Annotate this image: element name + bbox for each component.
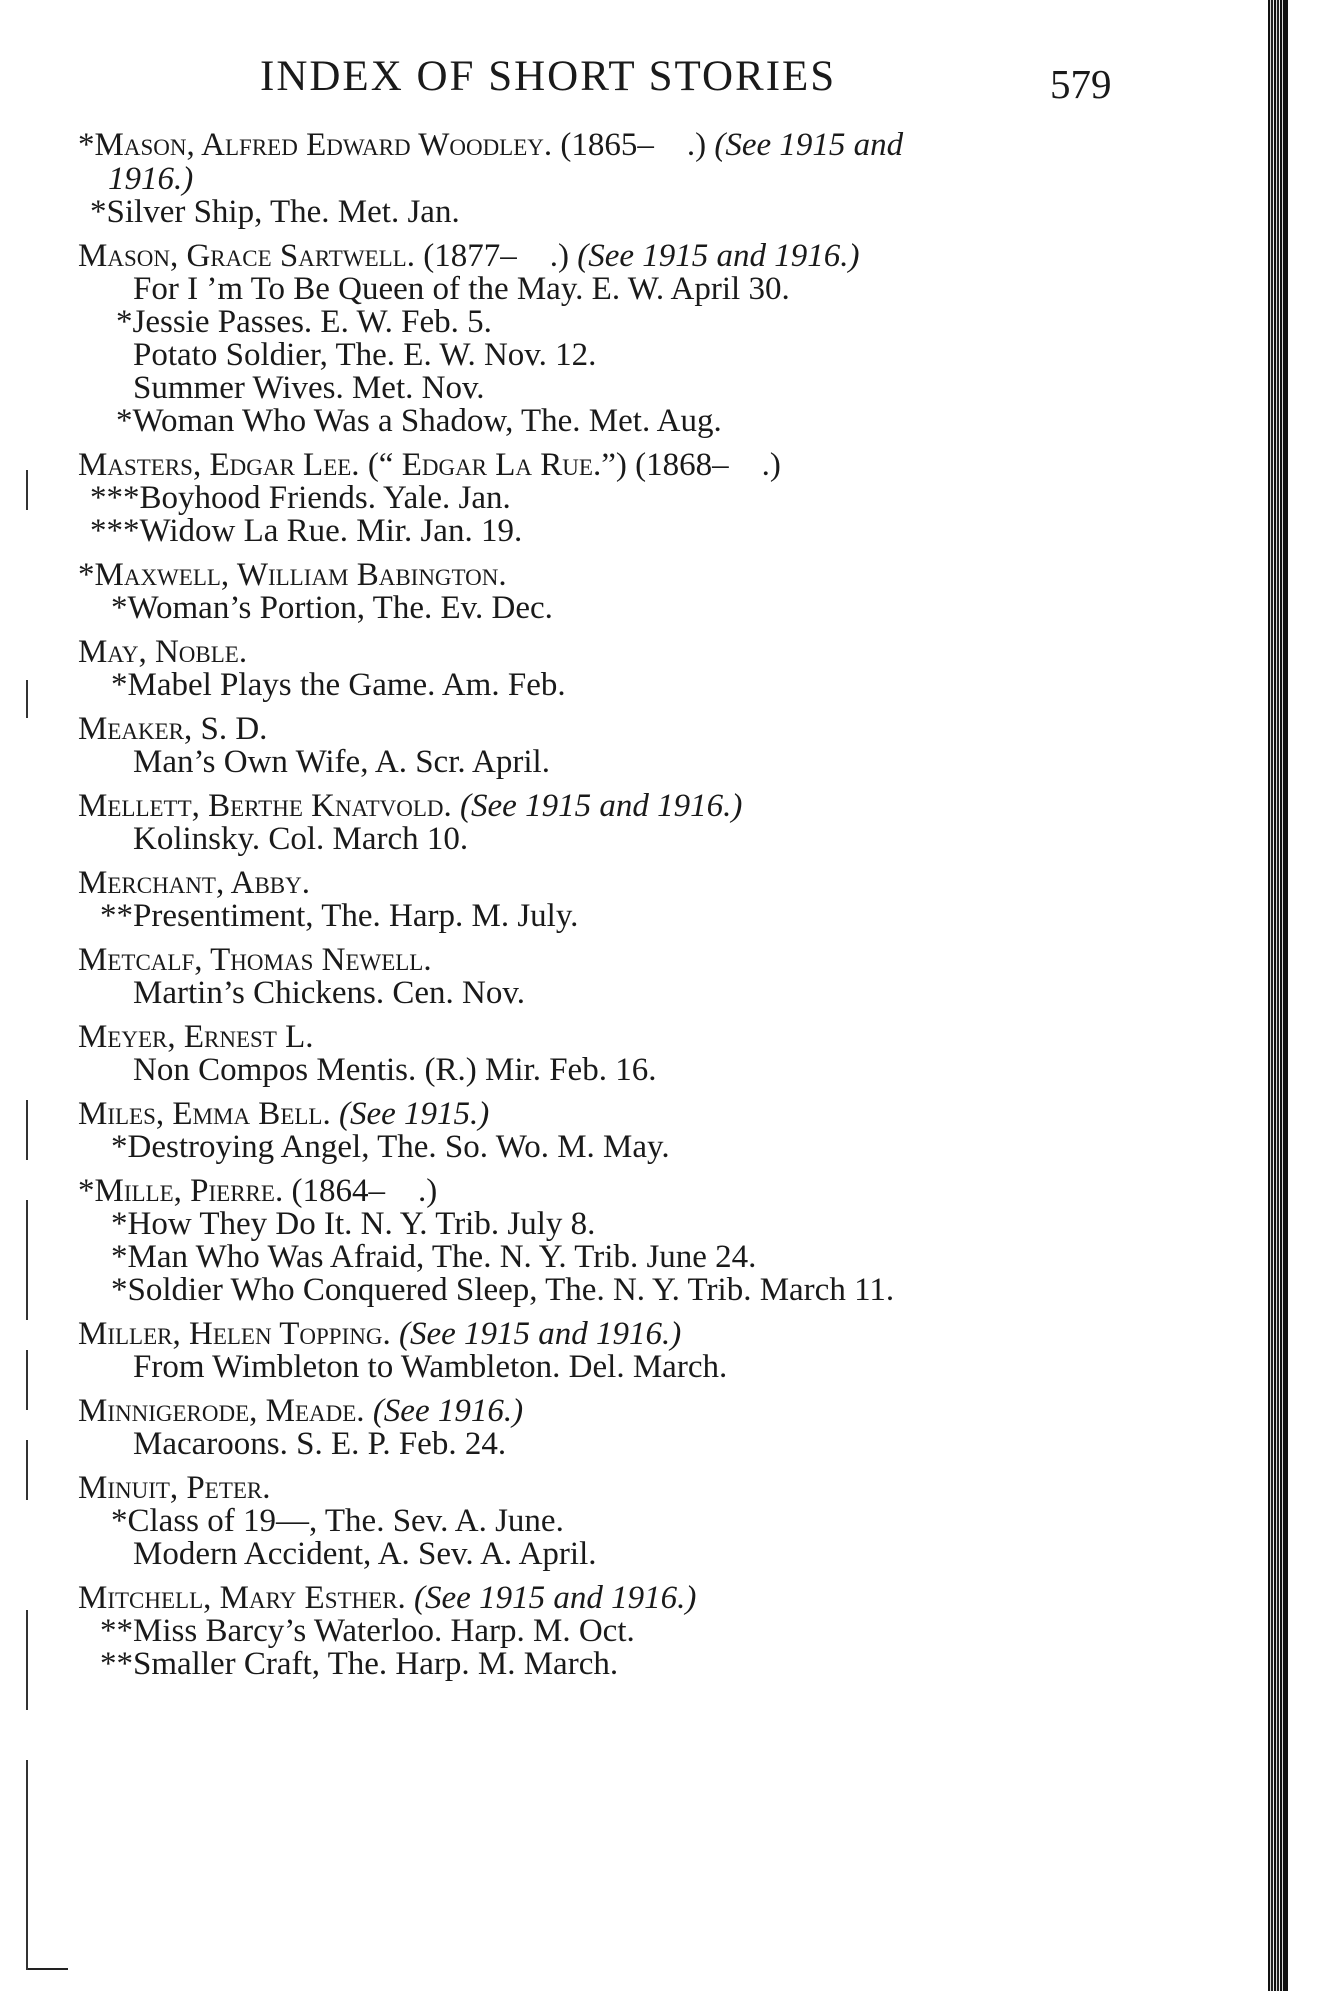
author-line	[78, 1581, 1128, 1615]
author-name: Merchant, Abby.	[78, 865, 311, 901]
margin-mark	[26, 680, 28, 718]
story-line: *Soldier Who Conquered Sleep, The. N. Y. Trib. March 11.	[111, 1272, 895, 1308]
author-name: May, Noble.	[78, 634, 248, 670]
author-dates	[391, 1316, 399, 1352]
author-note-continued: 1916.)	[108, 161, 194, 197]
index-entry	[78, 1471, 1128, 1571]
story-line: *Woman’s Portion, The. Ev. Dec.	[111, 590, 553, 626]
story-line: *Class of 19—, The. Sev. A. June.	[111, 1503, 564, 1539]
author-line	[78, 239, 1128, 273]
author-dates	[452, 788, 460, 824]
story-line: Man’s Own Wife, A. Scr. April.	[133, 744, 550, 780]
story-line: ***Boyhood Friends. Yale. Jan.	[90, 480, 511, 516]
story-line: *How They Do It. N. Y. Trib. July 8.	[111, 1206, 596, 1242]
story-line: Non Compos Mentis. (R.) Mir. Feb. 16.	[133, 1052, 657, 1088]
story-line: *Mabel Plays the Game. Am. Feb.	[111, 667, 566, 703]
author-name: Mille, Pierre.	[94, 1173, 284, 1209]
author-note: (See 1915 and	[714, 127, 904, 163]
author-note: (See 1915.)	[338, 1096, 490, 1132]
running-title: INDEX OF SHORT STORIES	[260, 53, 837, 100]
author-name: Minnigerode, Meade.	[78, 1393, 365, 1429]
index-entry	[78, 635, 1128, 702]
margin-mark	[26, 470, 28, 510]
author-prefix: *	[78, 127, 95, 163]
index-entry	[78, 239, 1128, 438]
story-line: From Wimbleton to Wambleton. Del. March.	[133, 1349, 728, 1385]
index-entry	[78, 789, 1128, 856]
index-entries	[78, 128, 1128, 1691]
author-name: Mason, Grace Sartwell.	[78, 238, 415, 274]
author-prefix: *	[78, 1173, 95, 1209]
author-name: Miller, Helen Topping.	[78, 1316, 391, 1352]
author-dates: (1865– .)	[552, 127, 715, 163]
index-entry	[78, 1581, 1128, 1681]
story-line: *Destroying Angel, The. So. Wo. M. May.	[111, 1129, 670, 1165]
margin-mark	[26, 1350, 28, 1410]
author-line	[78, 1020, 1128, 1054]
index-entry	[78, 1020, 1128, 1087]
story-line: ***Widow La Rue. Mir. Jan. 19.	[90, 513, 523, 549]
story-line: Summer Wives. Met. Nov.	[133, 370, 485, 406]
author-name: Miles, Emma Bell.	[78, 1096, 331, 1132]
index-entry	[78, 866, 1128, 933]
story-line: **Miss Barcy’s Waterloo. Harp. M. Oct.	[100, 1613, 635, 1649]
page-header	[0, 52, 1328, 107]
author-note: (See 1915 and 1916.)	[414, 1580, 697, 1616]
author-line	[78, 1471, 1128, 1505]
author-dates: (1877– .)	[414, 238, 578, 274]
author-note: (See 1916.)	[372, 1393, 524, 1429]
margin-mark	[26, 1610, 28, 1710]
story-line: **Smaller Craft, The. Harp. M. March.	[100, 1646, 619, 1682]
author-name: Metcalf, Thomas Newell.	[78, 942, 432, 978]
author-dates: (“ Edgar La Rue.”) (1868– .)	[359, 447, 781, 483]
author-line	[78, 1097, 1128, 1131]
author-prefix: *	[78, 557, 95, 593]
index-entry	[78, 712, 1128, 779]
author-line	[78, 1174, 1128, 1208]
author-line	[78, 1394, 1128, 1428]
margin-mark	[28, 1968, 68, 1970]
author-line	[78, 635, 1128, 669]
index-entry	[78, 943, 1128, 1010]
author-name: Mitchell, Mary Esther.	[78, 1580, 406, 1616]
story-line: *Jessie Passes. E. W. Feb. 5.	[116, 304, 492, 340]
author-name: Meyer, Ernest L.	[78, 1019, 314, 1055]
margin-mark	[26, 1200, 28, 1320]
author-line	[78, 1317, 1128, 1351]
author-name: Meaker, S. D.	[78, 711, 268, 747]
story-line: Potato Soldier, The. E. W. Nov. 12.	[133, 337, 597, 373]
story-line: **Presentiment, The. Harp. M. July.	[100, 898, 579, 934]
author-note: (See 1915 and 1916.)	[398, 1316, 682, 1352]
margin-mark	[26, 1440, 28, 1500]
author-line	[78, 128, 1128, 162]
author-line	[78, 943, 1128, 977]
author-dates	[406, 1580, 414, 1616]
author-name: Mason, Alfred Edward Woodley.	[94, 127, 553, 163]
index-entry	[78, 1394, 1128, 1461]
story-line: Macaroons. S. E. P. Feb. 24.	[133, 1426, 507, 1462]
author-name: Maxwell, William Babington.	[94, 557, 507, 593]
author-name: Minuit, Peter.	[78, 1470, 271, 1506]
author-note: (See 1915 and 1916.)	[577, 238, 860, 274]
story-line: *Silver Ship, The. Met. Jan.	[90, 194, 460, 230]
author-line	[78, 558, 1128, 592]
author-line	[78, 866, 1128, 900]
author-line	[78, 712, 1128, 746]
author-dates	[331, 1096, 339, 1132]
story-line: Kolinsky. Col. March 10.	[133, 821, 469, 857]
story-line: *Man Who Was Afraid, The. N. Y. Trib. June 24.	[111, 1239, 757, 1275]
author-name: Mellett, Berthe Knatvold.	[78, 788, 452, 824]
page-binding-shadow	[1283, 0, 1288, 1991]
index-entry	[78, 128, 1128, 229]
index-entry	[78, 1097, 1128, 1164]
author-name: Masters, Edgar Lee.	[78, 447, 360, 483]
margin-mark	[26, 1100, 28, 1160]
story-line: Martin’s Chickens. Cen. Nov.	[133, 975, 525, 1011]
author-line	[78, 448, 1128, 482]
page-number: 579	[1050, 61, 1112, 107]
index-entry	[78, 1174, 1128, 1307]
story-line: *Woman Who Was a Shadow, The. Met. Aug.	[116, 403, 722, 439]
story-line: Modern Accident, A. Sev. A. April.	[133, 1536, 597, 1572]
story-line: For I ’m To Be Queen of the May. E. W. April 30.	[133, 271, 790, 307]
index-entry	[78, 448, 1128, 548]
author-note: (See 1915 and 1916.)	[460, 788, 743, 824]
author-dates	[365, 1393, 373, 1429]
index-entry	[78, 1317, 1128, 1384]
author-dates: (1864– .)	[283, 1173, 438, 1209]
author-line	[78, 789, 1128, 823]
margin-mark	[26, 1760, 28, 1970]
index-entry	[78, 558, 1128, 625]
